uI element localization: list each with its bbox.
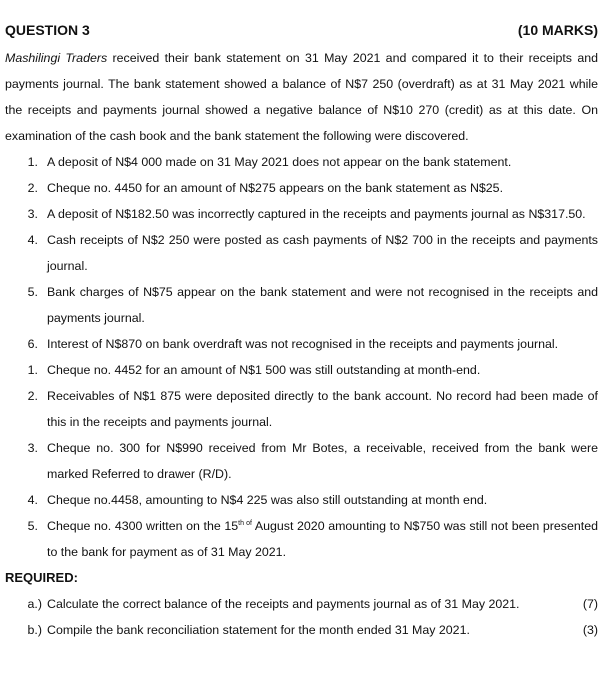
item-text: Cheque no. 4452 for an amount of N$1 500 was still outstanding at month-end. xyxy=(47,363,481,377)
list-item xyxy=(5,435,598,487)
question-marks: (10 MARKS) xyxy=(517,22,598,38)
item-text: Cheque no. 300 for N$990 received from Mr Botes, a receivable, received from the bank were marked Referred to drawer (R/D). xyxy=(47,441,598,481)
item-number: 5. xyxy=(27,285,38,299)
required-part-marks: (3) xyxy=(582,623,598,637)
intro-text: received their bank statement on 31 May 2021 and compared it to their receipts and payments journal. The bank statement showed a balance of N$7 250 (overdraft) as at 31 May 2021 while the receipts and payments journal showed a negative balance of N$10 270 (credit) as at this date. On examination of the cash book and the bank statement the following were discovered. xyxy=(5,51,598,143)
list-item xyxy=(5,331,598,357)
list-item xyxy=(5,149,598,175)
list-item xyxy=(5,279,598,331)
list-item xyxy=(5,383,598,435)
item-text: Cheque no. 4450 for an amount of N$275 appears on the bank statement as N$25. xyxy=(47,181,504,195)
item-text: Receivables of N$1 875 were deposited directly to the bank account. No record had been made of this in the receipts and payments journal. xyxy=(47,389,598,429)
item-text: Bank charges of N$75 appear on the bank statement and were not recognised in the receipts and payments journal. xyxy=(47,285,598,325)
company-name: Mashilingi Traders xyxy=(5,51,108,65)
list-item xyxy=(5,357,598,383)
item-text-before: Cheque no. 4300 written on the 15 xyxy=(47,519,239,533)
item-text: Cash receipts of N$2 250 were posted as cash payments of N$2 700 in the receipts and payments journal. xyxy=(47,233,598,273)
list-item xyxy=(5,487,598,513)
item-number: 2. xyxy=(27,389,38,403)
required-part xyxy=(5,617,598,643)
item-text: A deposit of N$4 000 made on 31 May 2021 does not appear on the bank statement. xyxy=(47,155,512,169)
question-title: QUESTION 3 xyxy=(5,22,90,38)
required-part xyxy=(5,591,598,617)
item-number: 5. xyxy=(27,519,38,533)
item-text-after: August 2020 amounting to N$750 was still not been presented to the bank for payment as of 31 May 2021. xyxy=(47,519,598,559)
required-part-label: b.) xyxy=(27,623,42,637)
list-item xyxy=(5,227,598,279)
required-part-marks: (7) xyxy=(582,597,598,611)
item-number: 1. xyxy=(27,363,38,377)
list-item xyxy=(5,201,598,227)
item-text: A deposit of N$182.50 was incorrectly captured in the receipts and payments journal as N$317.50. xyxy=(47,207,586,221)
item-text: Interest of N$870 on bank overdraft was not recognised in the receipts and payments journal. xyxy=(47,337,559,351)
item-text xyxy=(47,513,598,565)
list-item xyxy=(5,513,598,565)
list-item xyxy=(5,175,598,201)
item-number: 4. xyxy=(27,493,38,507)
required-part-label: a.) xyxy=(27,597,42,611)
item-number: 1. xyxy=(27,155,38,169)
ordinal-superscript: th of xyxy=(238,520,252,527)
item-number: 3. xyxy=(27,441,38,455)
item-number: 6. xyxy=(27,337,38,351)
item-number: 2. xyxy=(27,181,38,195)
required-part-text: Calculate the correct balance of the receipts and payments journal as of 31 May 2021. xyxy=(47,597,520,611)
required-part-text: Compile the bank reconciliation statement for the month ended 31 May 2021. xyxy=(47,623,470,637)
question-header xyxy=(5,0,598,42)
discovered-items-list xyxy=(5,149,598,565)
required-heading: REQUIRED: xyxy=(5,570,78,585)
intro-paragraph xyxy=(5,45,598,149)
item-text: Cheque no.4458, amounting to N$4 225 was also still outstanding at month end. xyxy=(47,493,488,507)
item-number: 3. xyxy=(27,207,38,221)
item-number: 4. xyxy=(27,233,38,247)
